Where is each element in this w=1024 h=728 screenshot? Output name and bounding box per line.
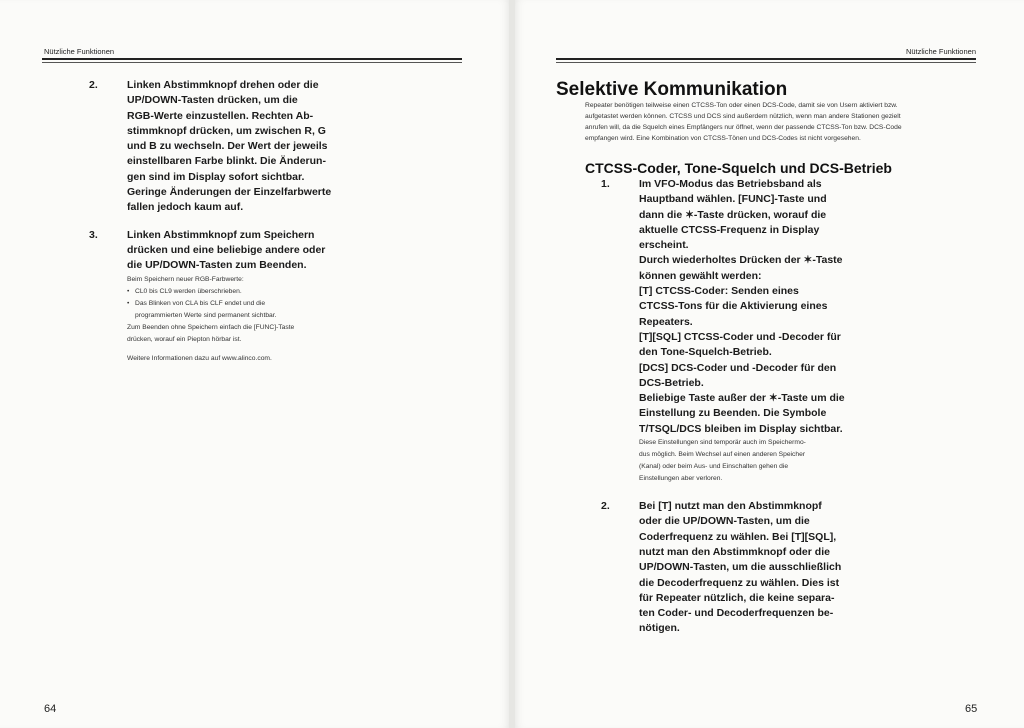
bullet-line: • Das Blinken von CLA bis CLF endet und die — [135, 299, 266, 307]
bullet-line: programmierten Werte sind permanent sichtbar. — [135, 311, 277, 319]
step-number: 3. — [89, 228, 98, 241]
note-line: drücken, worauf ein Piepton hörbar ist. — [127, 335, 242, 343]
step-line: Im VFO-Modus das Betriebsband als — [639, 178, 822, 190]
step-line: stimmknopf drücken, um zwischen R, G — [127, 124, 326, 137]
step-text — [127, 78, 419, 216]
intro-line: empfangen wird. Eine Kombination von CTCSS-Tönen und DCS-Codes ist nicht vorgesehen. — [585, 135, 861, 142]
section-intro — [585, 100, 970, 144]
step-text — [639, 177, 931, 437]
note-line: Einstellungen aber verloren. — [639, 475, 723, 483]
note-line: (Kanal) oder beim Aus- und Einschalten gehen die — [639, 463, 789, 471]
step-line: können gewählt werden: — [639, 269, 762, 282]
left-step-3 — [89, 228, 419, 365]
step-line: [T][SQL] CTCSS-Coder und -Decoder für — [639, 330, 841, 343]
step-line: T/TSQL/DCS bleiben im Display sichtbar. — [639, 422, 843, 435]
step-line: Einstellung zu Beenden. Die Symbole — [639, 407, 827, 420]
step-number: 2. — [601, 500, 610, 513]
step-line: nutzt man den Abstimmknopf oder die — [639, 545, 830, 558]
right-running-header: Nützliche Funktionen — [905, 47, 976, 56]
note-bullet — [127, 286, 419, 298]
step-line: Bei [T] nutzt man den Abstimmknopf — [639, 500, 822, 513]
step-line: erscheint. — [639, 239, 689, 252]
note-line: Zum Beenden ohne Speichern einfach die [FUNC]-Taste — [127, 323, 295, 331]
step-line: CTCSS-Tons für die Aktivierung eines — [639, 300, 828, 313]
step-line: UP/DOWN-Tasten drücken, um die — [127, 94, 298, 107]
intro-line: anrufen will, da die Squelch eines Empfängers nur öffnet, wenn der passende CTCSS-Ton bzw. DCS-Code — [585, 124, 902, 131]
step-line: aktuelle CTCSS-Frequenz in Display — [639, 223, 820, 236]
step-line: oder die UP/DOWN-Tasten, um die — [639, 515, 810, 528]
step-line: [DCS] DCS-Coder und -Decoder für den — [639, 361, 837, 374]
step-line: und B zu wechseln. Der Wert der jeweils — [127, 140, 328, 153]
note-intro: Beim Speichern neuer RGB-Farbwerte: — [127, 275, 244, 283]
step-line: [T] CTCSS-Coder: Senden eines — [639, 285, 799, 298]
right-header-rule — [556, 58, 976, 60]
left-steps — [89, 78, 419, 365]
step-line: die UP/DOWN-Tasten zum Beenden. — [127, 259, 307, 272]
right-step-2 — [601, 499, 931, 637]
step-line: Linken Abstimmknopf drehen oder die — [127, 79, 319, 91]
intro-line: aufgetastet werden können. CTCSS und DCS sind außerdem nützlich, wenn man andere Stationen gezielt — [585, 113, 901, 120]
intro-line: Repeater benötigen teilweise einen CTCSS-Ton oder einen DCS-Code, damit sie von Usern aktiviert bzw. — [585, 102, 898, 109]
note-end — [127, 322, 419, 346]
step-line: Coderfrequenz zu wählen. Bei [T][SQL], — [639, 530, 837, 543]
right-step-1 — [601, 177, 931, 485]
note-line: dus möglich. Beim Wechsel auf einen anderen Speicher — [639, 451, 806, 459]
step-line: drücken und eine beliebige andere oder — [127, 243, 326, 256]
step-line: Durch wiederholtes Drücken der ✶-Taste — [639, 254, 843, 267]
right-page-number: 65 — [965, 703, 978, 715]
more-info-note: Weitere Informationen dazu auf www.alinco.com. — [127, 354, 272, 362]
step-line: DCS-Betrieb. — [639, 376, 704, 389]
left-header-rule-thin — [42, 62, 462, 63]
step-line: Repeaters. — [639, 315, 693, 328]
step-line: Beliebige Taste außer der ✶-Taste um die — [639, 392, 845, 405]
note-line: Diese Einstellungen sind temporär auch im Speichermo- — [639, 439, 806, 447]
right-steps — [601, 177, 931, 637]
left-running-header: Nützliche Funktionen — [44, 47, 115, 56]
step-line: Linken Abstimmknopf zum Speichern — [127, 228, 315, 241]
step-line: für Repeater nützlich, die keine separa- — [639, 591, 835, 604]
bullet-line: • CL0 bis CL9 werden überschrieben. — [135, 287, 242, 295]
step-line: dann die ✶-Taste drücken, worauf die — [639, 208, 827, 221]
step-text — [639, 499, 931, 637]
step-text — [127, 228, 419, 274]
left-header-rule — [42, 58, 462, 60]
step-line: Geringe Änderungen der Einzelfarbwerte — [127, 186, 332, 199]
step-line: den Tone-Squelch-Betrieb. — [639, 346, 772, 359]
left-step-2 — [89, 78, 419, 216]
right-header-rule-thin — [556, 62, 976, 63]
note-bullet-list — [127, 286, 419, 322]
step-line: nötigen. — [639, 622, 680, 635]
step-line: RGB-Werte einzustellen. Rechten Ab- — [127, 109, 314, 122]
subsection-title: CTCSS-Coder, Tone-Squelch und DCS-Betrieb — [585, 160, 892, 176]
left-page-number: 64 — [44, 703, 57, 715]
step-line: ten Coder- und Decoderfrequenzen be- — [639, 607, 834, 620]
step-line: fallen jedoch kaum auf. — [127, 201, 244, 214]
note-bullet — [127, 298, 419, 322]
step-number: 2. — [89, 79, 98, 91]
step-number: 1. — [601, 178, 610, 190]
step-line: Hauptband wählen. [FUNC]-Taste und — [639, 193, 827, 206]
step-note — [639, 437, 931, 485]
step-line: gen sind im Display sofort sichtbar. — [127, 170, 305, 183]
section-title: Selektive Kommunikation — [556, 79, 788, 100]
step-line: die Decoderfrequenz zu wählen. Dies ist — [639, 576, 840, 589]
step-line: UP/DOWN-Tasten, um die ausschließlich — [639, 561, 842, 574]
step-line: einstellbaren Farbe blinkt. Die Änderun- — [127, 155, 326, 168]
